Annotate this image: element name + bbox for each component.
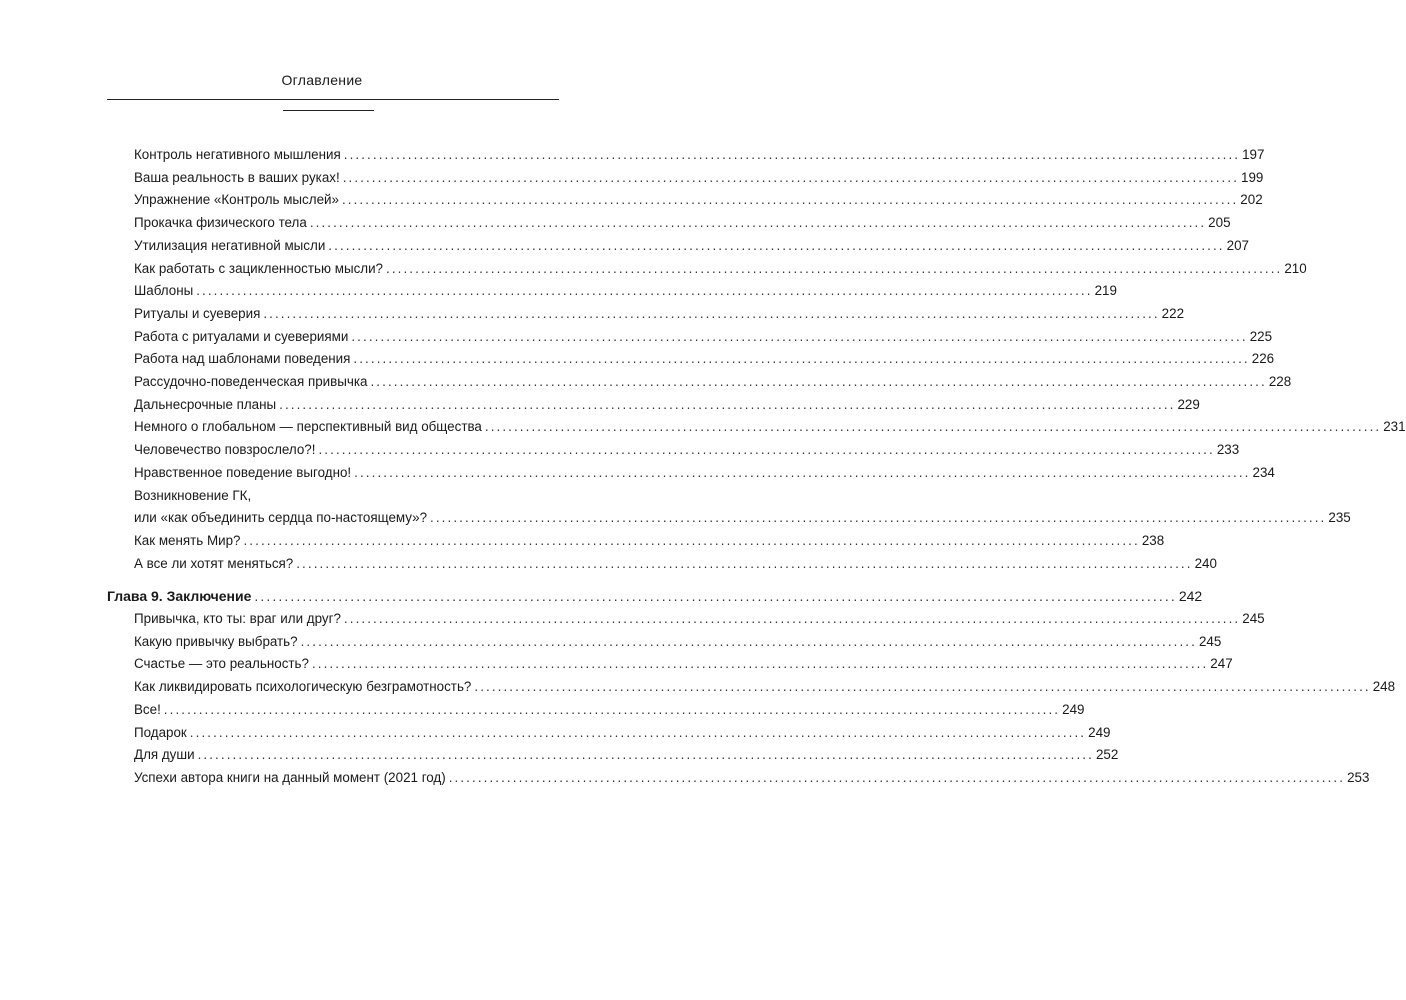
toc-entry-title: Для души — [134, 747, 195, 763]
dot-leader: .......................................................................................................................................................... — [279, 396, 1176, 412]
toc-page-number: 252 — [1095, 747, 1119, 763]
dot-leader: .......................................................................................................................................................... — [300, 633, 1197, 649]
toc-entry-title: Привычка, кто ты: враг или друг? — [134, 611, 341, 627]
dot-leader: .......................................................................................................................................................... — [263, 305, 1160, 321]
dot-leader: .......................................................................................................................................................... — [386, 260, 1283, 276]
toc-entry[interactable] — [107, 553, 1217, 576]
toc-page-number: 240 — [1194, 555, 1217, 571]
dot-leader: .......................................................................................................................................................... — [484, 419, 1382, 435]
toc-page-number: 228 — [1268, 374, 1292, 390]
dot-leader: .......................................................................................................................................................... — [353, 351, 1250, 367]
header-rule — [107, 99, 559, 100]
toc-entry[interactable] — [107, 767, 1370, 790]
dot-leader: .......................................................................................................................................................... — [328, 237, 1225, 253]
dot-leader: .......................................................................................................................................................... — [296, 555, 1193, 571]
dot-leader: .......................................................................................................................................................... — [474, 679, 1371, 695]
toc-entry-title: Дальнесрочные планы — [134, 396, 277, 412]
toc-entry-last-line — [134, 507, 1351, 530]
toc-entry-title: Работа с ритуалами и суевериями — [134, 328, 349, 344]
toc-entry[interactable] — [107, 348, 1275, 371]
toc-entry[interactable] — [107, 303, 1185, 326]
toc-page-number: 226 — [1251, 351, 1275, 367]
toc-page-number: 199 — [1241, 169, 1264, 185]
toc-page-number: 245 — [1242, 611, 1265, 627]
toc-entry[interactable] — [107, 631, 1222, 654]
toc-entry[interactable] — [107, 722, 1111, 745]
toc-entry[interactable] — [107, 212, 1231, 235]
toc-entry-title: А все ли хотят меняться? — [134, 555, 294, 571]
toc-page-number: 245 — [1198, 633, 1222, 649]
dot-leader: .......................................................................................................................................................... — [430, 510, 1327, 526]
toc-entry-title: Рассудочно-поведенческая привычка — [134, 374, 368, 390]
dot-leader: .......................................................................................................................................................... — [354, 464, 1251, 480]
toc-entry-title: Успехи автора книги на данный момент (2021 год) — [134, 769, 446, 785]
dot-leader: .......................................................................................................................................................... — [343, 611, 1241, 627]
toc-chapter[interactable] — [107, 585, 1203, 608]
toc-page-number: 225 — [1249, 328, 1273, 344]
toc-page-number: 231 — [1383, 419, 1406, 435]
dot-leader: .......................................................................................................................................................... — [197, 747, 1094, 763]
toc-page-number: 253 — [1347, 769, 1370, 785]
toc-entry-title: Как работать с зацикленностью мысли? — [134, 260, 384, 276]
toc-entry[interactable] — [107, 167, 1264, 190]
toc-entry[interactable] — [107, 280, 1117, 303]
toc-entry[interactable] — [107, 676, 1396, 699]
toc-page-number: 238 — [1141, 532, 1165, 548]
dot-leader: .......................................................................................................................................................... — [309, 215, 1207, 231]
dot-leader: .......................................................................................................................................................... — [254, 588, 1177, 605]
dot-leader: .......................................................................................................................................................... — [370, 374, 1267, 390]
dot-leader: .......................................................................................................................................................... — [448, 769, 1346, 785]
toc-entry-title: Шаблоны — [134, 283, 194, 299]
toc-page-number: 197 — [1242, 147, 1265, 162]
toc-entry[interactable] — [107, 530, 1165, 553]
toc-page-number: 235 — [1328, 510, 1351, 526]
toc-entry[interactable] — [107, 416, 1406, 439]
dot-leader: .......................................................................................................................................................... — [343, 147, 1241, 162]
toc-entry-title: Немного о глобальном — перспективный вид общества — [134, 419, 482, 435]
toc-entry[interactable] — [107, 326, 1273, 349]
toc-entry-title: Подарок — [134, 724, 187, 740]
toc-entry[interactable] — [107, 608, 1265, 631]
toc-page-number: 242 — [1178, 588, 1203, 605]
toc-page-number: 219 — [1094, 283, 1117, 299]
toc-entry[interactable] — [107, 258, 1307, 281]
toc-entry[interactable] — [107, 462, 1275, 485]
toc-entry-title: Ритуалы и суеверия — [134, 305, 261, 321]
toc-entry-title: Работа над шаблонами поведения — [134, 351, 351, 367]
toc-entry-title: Человечество повзрослело?! — [134, 442, 316, 458]
toc-page-number: 210 — [1284, 260, 1307, 276]
toc-page-number: 247 — [1210, 656, 1233, 672]
dot-leader: .......................................................................................................................................................... — [189, 724, 1087, 740]
page-title: Оглавление — [281, 72, 363, 88]
toc-entry-title: Ваша реальность в ваших руках! — [134, 169, 340, 185]
toc-entry[interactable] — [107, 235, 1249, 258]
toc-entry-title: Утилизация негативной мысли — [134, 237, 326, 253]
dot-leader: .......................................................................................................................................................... — [318, 442, 1215, 458]
toc-entry[interactable] — [107, 189, 1263, 212]
toc-page-number: 229 — [1177, 396, 1200, 412]
toc-entry[interactable] — [107, 439, 1240, 462]
toc-page-number: 202 — [1240, 192, 1263, 208]
table-of-contents — [107, 144, 1406, 790]
toc-entry[interactable] — [107, 744, 1119, 767]
toc-entry[interactable] — [107, 653, 1233, 676]
dot-leader: .......................................................................................................................................................... — [341, 192, 1239, 208]
toc-entry-title-line2: или «как объединить сердца по-настоящему»? — [134, 510, 428, 526]
toc-page-number: 222 — [1161, 305, 1185, 321]
toc-entry[interactable] — [107, 371, 1292, 394]
toc-entry-title: Как менять Мир? — [134, 532, 241, 548]
header-short-rule — [283, 110, 374, 111]
toc-entry-title: Счастье — это реальность? — [134, 656, 309, 672]
toc-entry-title: Все! — [134, 701, 161, 717]
toc-page-number: 207 — [1226, 237, 1249, 253]
toc-page-number: 233 — [1216, 442, 1240, 458]
toc-entry[interactable] — [107, 144, 1265, 167]
toc-entry-title: Упражнение «Контроль мыслей» — [134, 192, 339, 208]
toc-entry-title: Нравственное поведение выгодно! — [134, 464, 352, 480]
toc-entry-title-line1: Возникновение ГК, — [134, 487, 252, 503]
dot-leader: .......................................................................................................................................................... — [351, 328, 1248, 344]
toc-page-number: 205 — [1208, 215, 1231, 231]
toc-page-number: 234 — [1252, 464, 1275, 480]
dot-leader: .......................................................................................................................................................... — [196, 283, 1093, 299]
toc-page-number: 249 — [1088, 724, 1111, 740]
toc-entry[interactable] — [107, 394, 1200, 417]
dot-leader: .......................................................................................................................................................... — [243, 532, 1140, 548]
toc-entry-title: Прокачка физического тела — [134, 215, 307, 231]
dot-leader: .......................................................................................................................................................... — [342, 169, 1240, 185]
toc-entry-title: Как ликвидировать психологическую безграмотность? — [134, 679, 472, 695]
chapter-title: Глава 9. Заключение — [107, 588, 252, 605]
toc-entry-title: Контроль негативного мышления — [134, 147, 341, 162]
toc-entry[interactable] — [107, 699, 1085, 722]
dot-leader: .......................................................................................................................................................... — [311, 656, 1209, 672]
toc-page-number: 249 — [1062, 701, 1085, 717]
toc-entry-title: Какую привычку выбрать? — [134, 633, 298, 649]
toc-entry-two-line[interactable] — [107, 485, 1351, 530]
toc-page-number: 248 — [1372, 679, 1396, 695]
dot-leader: .......................................................................................................................................................... — [163, 701, 1061, 717]
